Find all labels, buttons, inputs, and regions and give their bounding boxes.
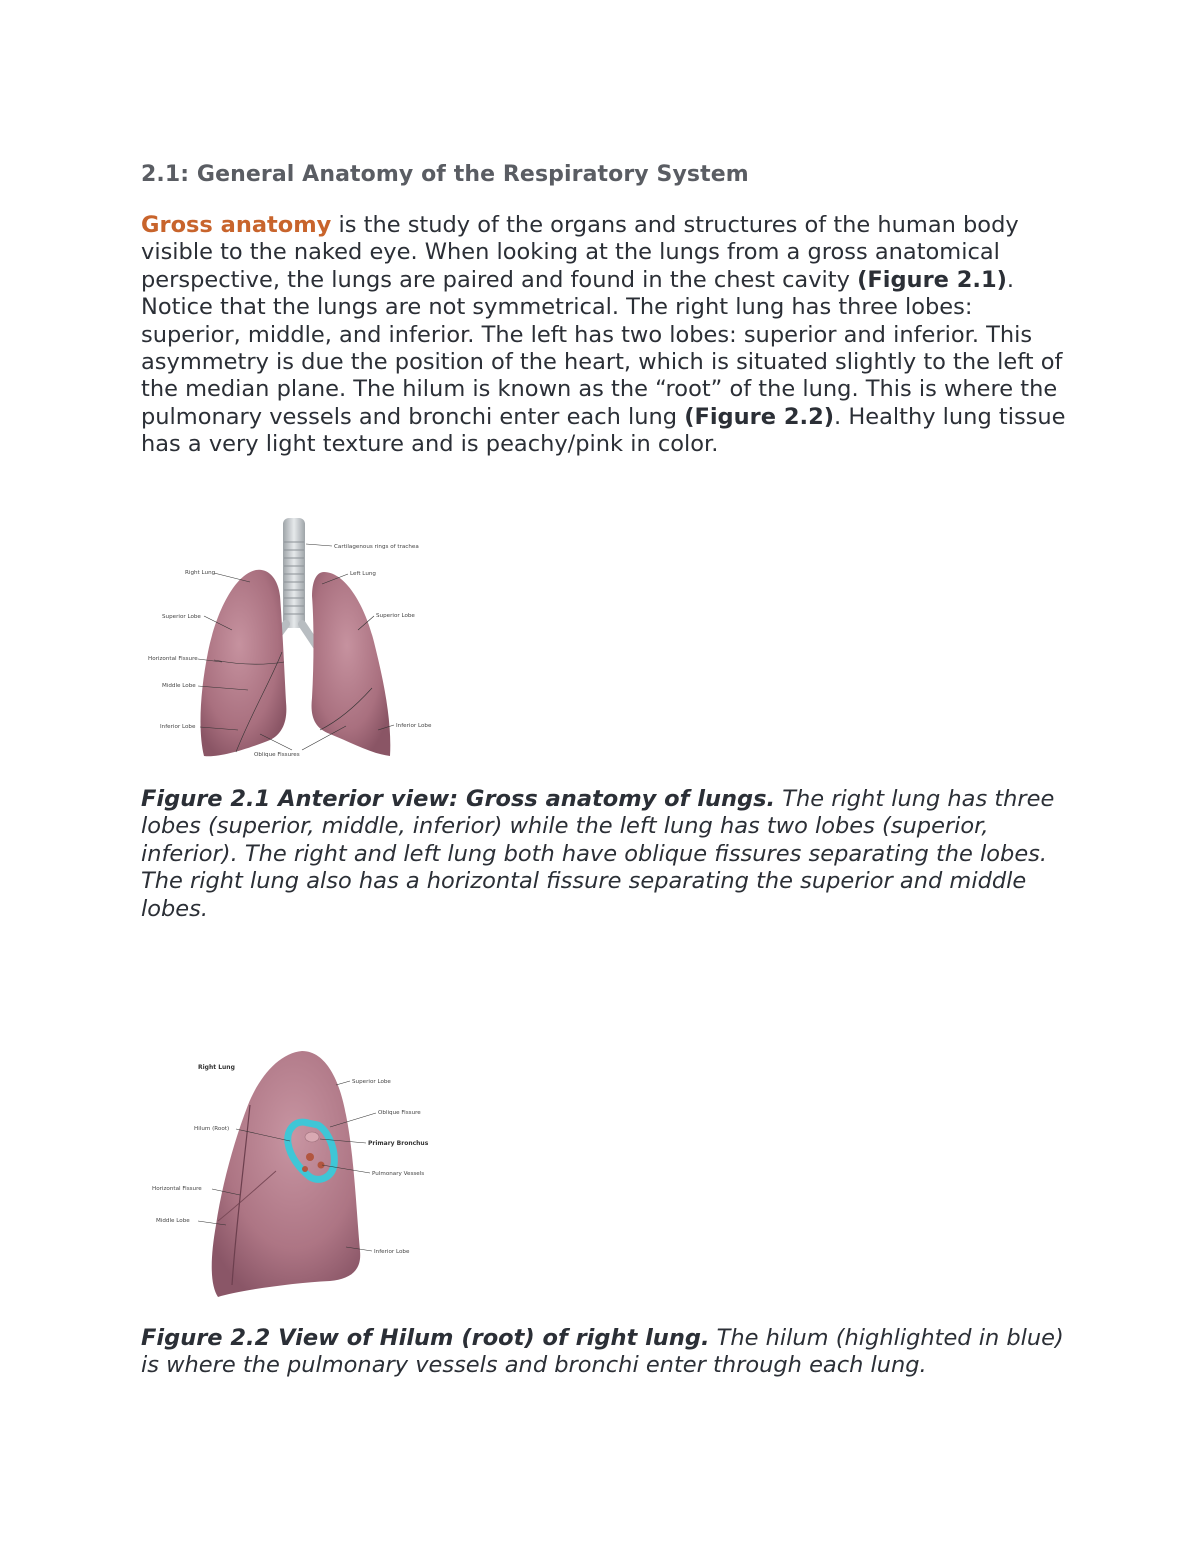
label-horizontal-fissure-2: Horizontal Fissure — [152, 1186, 202, 1192]
gross-anatomy-term: Gross anatomy — [141, 212, 332, 238]
label-hilum: Hilum (Root) — [194, 1126, 230, 1132]
figure-2-2-caption-text: The hilum (highlighted in blue) is where the pulmonary vessels and bronchi enter through each lung. — [141, 1325, 1064, 1379]
label-right-lung: Right Lung — [185, 570, 216, 576]
label-inferior-lobe-2: Inferior Lobe — [374, 1249, 410, 1255]
section-title: 2.1: General Anatomy of the Respiratory System — [141, 162, 749, 187]
label-pulmonary-vessels: Pulmonary Vessels — [372, 1171, 425, 1177]
figure-2-1-caption-title: Figure 2.1 Anterior view: Gross anatomy of lungs. — [141, 786, 776, 812]
label-superior-lobe-left: Superior Lobe — [376, 613, 415, 619]
label-middle-lobe: Middle Lobe — [162, 683, 196, 689]
label-superior-lobe-2: Superior Lobe — [352, 1079, 391, 1085]
label-inferior-lobe-left: Inferior Lobe — [396, 723, 432, 729]
label-superior-lobe-right: Superior Lobe — [162, 614, 201, 620]
label-trachea: Cartilagenous rings of trachea — [334, 544, 419, 550]
label-middle-lobe-2: Middle Lobe — [156, 1218, 190, 1224]
paragraph-text-3: . Healthy lung tissue has a very light texture and is peachy/pink in color. — [141, 403, 1066, 458]
figure-2-2-caption-title: Figure 2.2 View of Hilum (root) of right lung. — [141, 1325, 710, 1351]
paragraph-text-2: . Notice that the lungs are not symmetrical. The right lung has three lobes: superior, middle, and inferior. The left has two lobes: superior and inferior. This asymmetry is due the position of the heart, which is situated slightly to the left of the median plane. The hilum is known as the “root” of the lung. This is where the pulmonary vessels and bronchi enter each lung — [141, 266, 1063, 430]
label-primary-bronchus: Primary Bronchus — [368, 1140, 429, 1147]
label-oblique-fissures: Oblique Fissures — [254, 752, 300, 758]
figure-2-1-lungs-illustration — [140, 512, 440, 764]
figure-2-2-hilum-illustration — [140, 1045, 440, 1307]
label-horizontal-fissure: Horizontal Fissure — [148, 656, 198, 662]
paragraph-text-1: is the study of the organs and structures of the human body visible to the naked eye. When looking at the lungs from a gross anatomical perspective, the lungs are paired and found in the chest cavity — [141, 212, 1019, 293]
figure-2-1-caption — [141, 786, 1071, 923]
label-oblique-fissure-2: Oblique Fissure — [378, 1110, 421, 1116]
figure-2-1-reference: (Figure 2.1) — [857, 266, 1007, 293]
label-right-lung-2: Right Lung — [198, 1064, 235, 1071]
body-paragraph — [141, 212, 1071, 459]
figure-2-1-caption-text: The right lung has three lobes (superior, middle, inferior) while the left lung has two lobes (superior, inferior). The right and left lung both have oblique fissures separating the lobes. The right lung also has a horizontal fissure separating the superior and middle lobes. — [141, 786, 1055, 922]
figure-2-2-reference: (Figure 2.2) — [684, 403, 835, 430]
label-left-lung: Left Lung — [350, 571, 376, 577]
label-inferior-lobe-right: Inferior Lobe — [160, 724, 196, 730]
figure-2-2-caption — [141, 1325, 1071, 1380]
